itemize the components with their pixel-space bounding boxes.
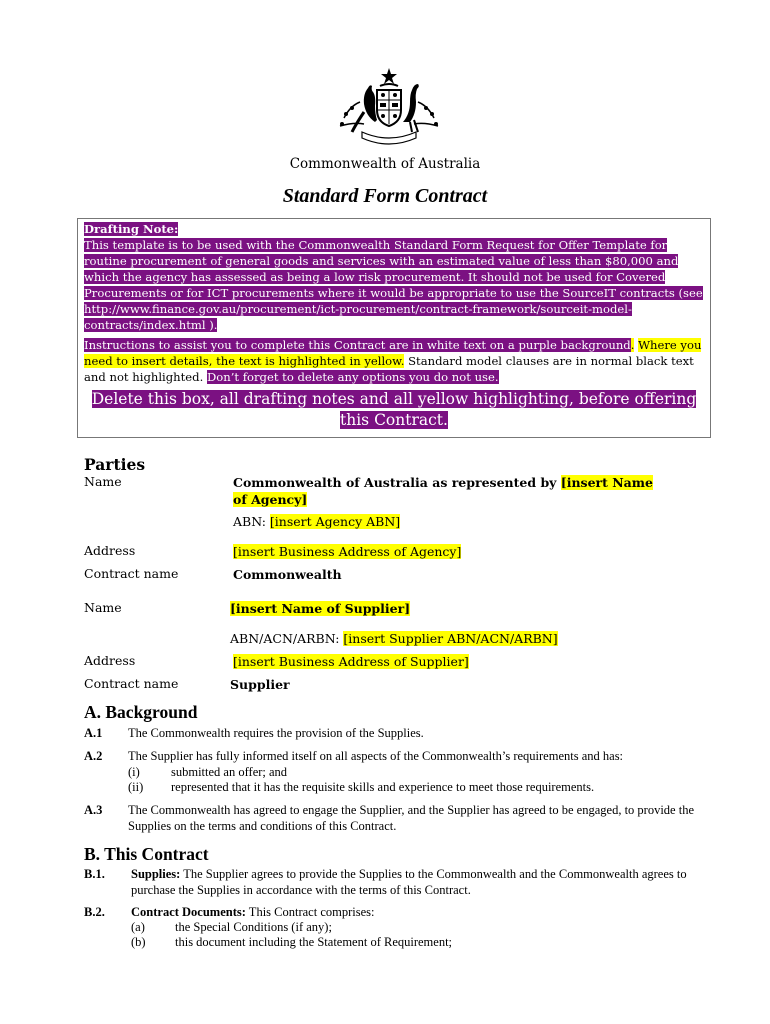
supplier-address <box>233 653 469 670</box>
clause-bold-lead: Contract Documents: <box>131 905 246 919</box>
commonwealth-abn <box>233 513 400 530</box>
clause-text <box>131 905 721 921</box>
instructions-yellow: Where you need to insert details, the text is highlighted in yellow. <box>84 338 702 368</box>
clause-body: The Supplier agrees to provide the Supplies to the Commonwealth and the Commonwealth agrees to purchase the Supplies in accordance with the terms of this Contract. <box>131 867 687 897</box>
background-heading: A. Background <box>84 702 198 722</box>
clause-body: This Contract comprises: <box>245 905 375 919</box>
agency-name-placeholder: [insert Name of Agency] <box>233 475 653 507</box>
drafting-note-heading: Drafting Note: <box>84 222 179 236</box>
drafting-note-instructions <box>84 337 704 385</box>
commonwealth-name <box>233 474 663 508</box>
clause-text <box>131 867 711 898</box>
commonwealth-name-prefix: Commonwealth of Australia as represented by <box>233 475 561 490</box>
supplier-address-placeholder: [insert Business Address of Supplier] <box>233 654 469 669</box>
subclause-number: (a) <box>131 920 145 934</box>
commonwealth-contract-name: Commonwealth <box>233 567 342 582</box>
clause-number: B.2. <box>84 905 105 919</box>
instructions-delete-options: Don’t forget to delete any options you do not use <box>206 370 495 384</box>
subclause-text: represented that it has the requisite skills and experience to meet those requirements. <box>171 780 595 794</box>
drafting-note-text: This template is to be used with the Commonwealth Standard Form Request for Offer Template for routine procurement of general goods and services with an estimated value of less than $80,000 and which the agency has assessed as being a low risk procurement. It should not be used for Covered Procurements or for ICT procurements where it would be appropriate to use the SourceIT contracts (see <box>84 238 703 300</box>
clause-number: A.1 <box>84 726 103 740</box>
supplier-address-label: Address <box>84 653 136 668</box>
subclause-text: the Special Conditions (if any); <box>175 920 332 934</box>
parties-heading: Parties <box>84 455 146 474</box>
instructions-purple: Instructions to assist you to complete this Contract are in white text on a purple background <box>84 338 631 352</box>
clause-number: B.1. <box>84 867 105 881</box>
supplier-abn-prefix: ABN/ACN/ARBN: <box>230 631 344 646</box>
document-title: Standard Form Contract <box>282 185 488 207</box>
supplier-name-placeholder: [insert Name of Supplier] <box>230 601 411 616</box>
this-contract-heading: B. This Contract <box>84 844 209 864</box>
clause-text: The Commonwealth has agreed to engage the Supplier, and the Supplier has agreed to be engaged, to provide the Supplies on the terms and conditions of this Contract. <box>128 803 694 833</box>
subclause-number: (b) <box>131 935 146 949</box>
clause-text: The Supplier has fully informed itself on all aspects of the Commonwealth’s requirements and has: <box>128 749 624 763</box>
delete-box-text: Delete this box, all drafting notes and all yellow highlighting, before offering this Contract. <box>91 390 697 429</box>
commonwealth-contract-name-label: Contract name <box>84 566 179 581</box>
supplier-contract-name-label: Contract name <box>84 676 179 691</box>
subclause-number: (i) <box>128 765 140 779</box>
supplier-abn <box>230 630 558 647</box>
clause-number: A.3 <box>84 803 103 817</box>
supplier-name-label: Name <box>84 600 122 615</box>
subclause-text: this document including the Statement of Requirement; <box>175 935 453 949</box>
commonwealth-address <box>233 543 461 560</box>
drafting-note-content <box>84 221 704 431</box>
commonwealth-abn-prefix: ABN: <box>233 514 270 529</box>
subclause-number: (ii) <box>128 780 144 794</box>
instructions-plain: Standard model clauses are in normal black text and not highlighted. <box>84 354 694 384</box>
clause-number: A.2 <box>84 749 103 763</box>
subclause-text: submitted an offer; and <box>171 765 288 779</box>
commonwealth-address-label: Address <box>84 543 136 558</box>
agency-abn-placeholder: [insert Agency ABN] <box>269 514 401 529</box>
supplier-name <box>230 600 410 617</box>
supplier-abn-placeholder: [insert Supplier ABN/ACN/ARBN] <box>343 631 558 646</box>
clause-bold-lead: Supplies: <box>131 867 181 881</box>
agency-line: Commonwealth of Australia <box>289 156 481 172</box>
drafting-note-end: ). <box>205 318 218 332</box>
instructions-delete-dot: . <box>494 370 499 384</box>
clause-text: The Commonwealth requires the provision of the Supplies. <box>128 726 424 740</box>
coat-of-arms-icon <box>330 66 448 146</box>
supplier-contract-name: Supplier <box>230 677 290 692</box>
agency-address-placeholder: [insert Business Address of Agency] <box>233 544 462 559</box>
drafting-note-para1 <box>84 221 704 333</box>
sourceit-link[interactable]: http://www.finance.gov.au/procurement/ict-procurement/contract-framework/sourceit-model-contracts/index.html <box>84 302 632 332</box>
delete-box-instruction <box>84 389 704 431</box>
instructions-purple-dot: . <box>630 338 635 352</box>
commonwealth-name-label: Name <box>84 474 122 489</box>
